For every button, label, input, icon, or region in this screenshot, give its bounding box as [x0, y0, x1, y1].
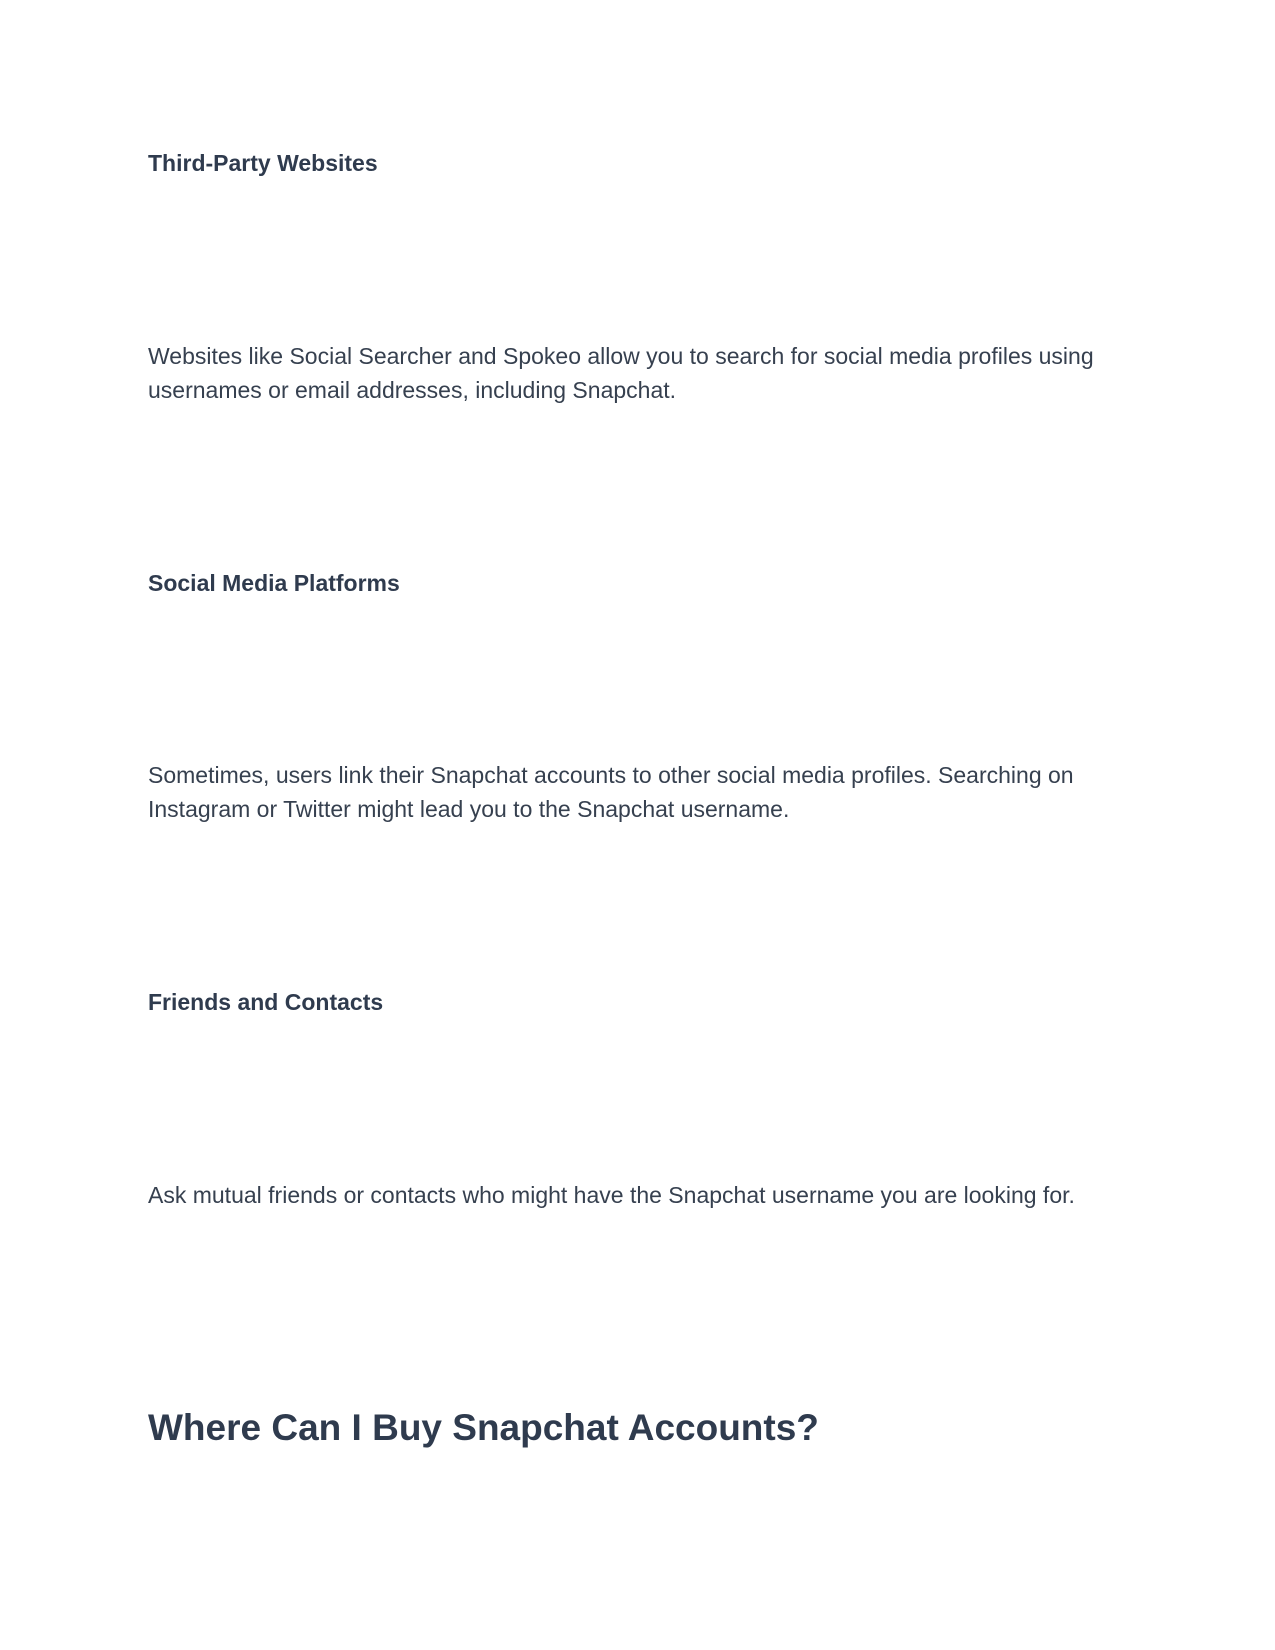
section-body-friends-and-contacts: Ask mutual friends or contacts who might have the Snapchat username you are looking for.	[148, 1182, 1075, 1208]
section-heading-friends-and-contacts: Friends and Contacts	[148, 989, 384, 1015]
section-body-third-party-websites: Websites like Social Searcher and Spokeo allow you to search for social media profiles using usernames or email addresses, including Snapchat.	[148, 343, 1094, 403]
main-heading: Where Can I Buy Snapchat Accounts?	[148, 1407, 819, 1448]
section-heading-third-party-websites: Third-Party Websites	[148, 150, 378, 176]
section-heading-social-media-platforms: Social Media Platforms	[148, 570, 400, 596]
section-body-social-media-platforms: Sometimes, users link their Snapchat accounts to other social media profiles. Searching on Instagram or Twitter might lead you to the Snapchat username.	[148, 762, 1074, 822]
